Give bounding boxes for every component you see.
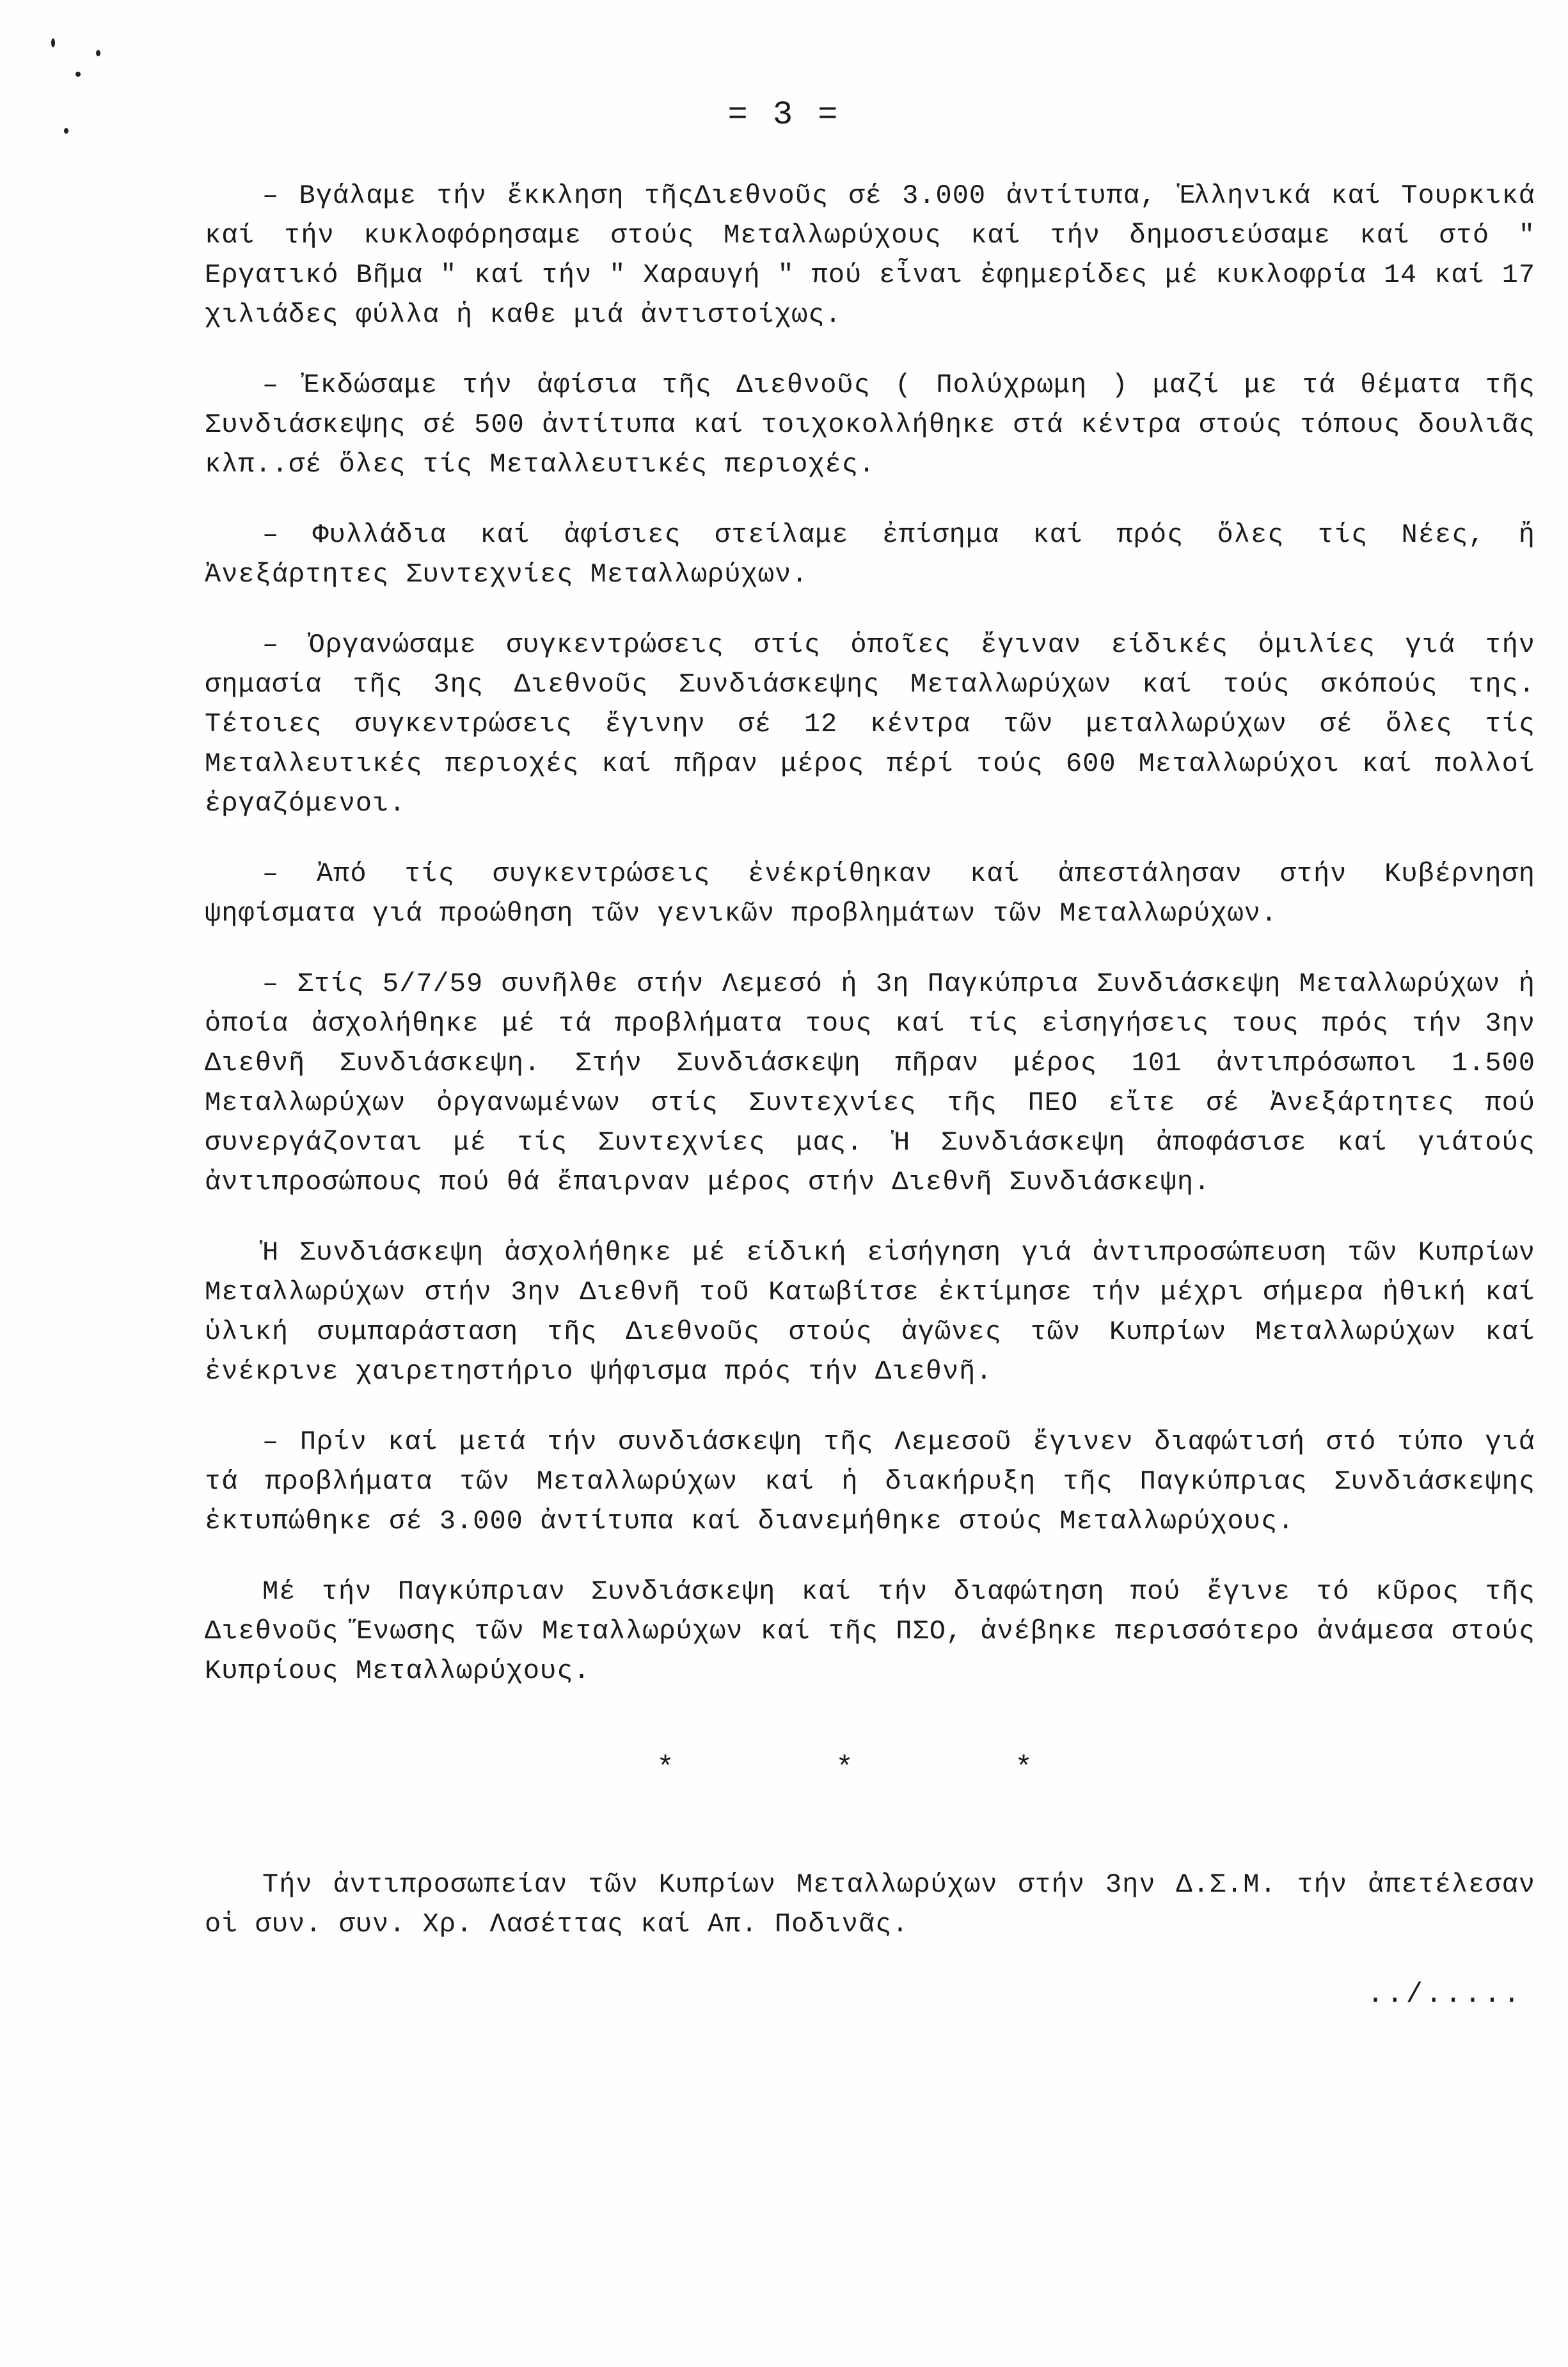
paragraph: – Ἀπό τίς συγκεντρώσεις ἐνέκρίθηκαν καί ἀπεστάλησαν στήν Κυβέρνηση ψηφίσματα γιά προώθηση τῶν γενικῶν προβλημάτων τῶν Μεταλλωρύχων. (205, 859, 1535, 929)
section-separator (205, 1748, 1535, 1788)
paragraph: – Ὀργανώσαμε συγκεντρώσεις στίς ὁποῖες ἔγιναν είδικές ὁμιλίες γιά τήν σημασία τῆς 3ης Διεθνοῦς Συνδιάσκεψης Μεταλλωρύχων καί τούς σκόπούς της. Τέτοιες συγκεντρώσεις ἔγινην σέ 12 κέντρα τῶν μεταλλωρύχων σέ ὅλες τίς Μεταλλευτικές περιοχές καί πῆραν μέρος πέρί τούς 600 Μεταλλωρύχοι καί πολλοί ἐργαζόμενοι. (205, 629, 1535, 819)
page-number: = 3 = (727, 96, 841, 134)
paragraph: – Πρίν καί μετά τήν συνδιάσκεψη τῆς Λεμεσοῦ ἔγινεν διαφώτισή στό τύπο γιά τά προβλήματα τῶν Μεταλλωρύχων καί ἡ διακήρυξη τῆς Παγκύπριας Συνδιάσκεψης ἐκτυπώθηκε σέ 3.000 ἀντίτυπα καί διανεμήθηκε στούς Μεταλλωρύχους. (205, 1427, 1535, 1537)
scan-speck (51, 38, 55, 47)
paragraph: – Βγάλαμε τήν ἔκκληση τῆςΔιεθνοῦς σέ 3.000 ἀντίτυπα, Ἑλληνικά καί Τουρκικά καί τήν κυκλοφόρησαμε στούς Μεταλλωρύχους καί τήν δημοσιεύσαμε καί στό " Εργατικό Βῆμα " καί τήν " Χαραυγή " πού εἶναι ἐφημερίδες μέ κυκλοφρία 14 καί 17 χιλιάδες φύλλα ἡ καθε μιά ἀντιστοίχως. (205, 180, 1535, 330)
paragraph: – Φυλλάδια καί ἀφίσιες στείλαμε ἐπίσημα καί πρός ὅλες τίς Νέες, ἤ Ἀνεξάρτητες Συντεχνίες Μεταλλωρύχων. (205, 519, 1535, 590)
continuation-marker: ../..... (1366, 1979, 1523, 2011)
paragraph: – Στίς 5/7/59 συνῆλθε στήν Λεμεσό ἡ 3η Παγκύπρια Συνδιάσκεψη Μεταλλωρύχων ἡ ὁποία ἀσχολήθηκε μέ τά προβλήματα τους καί τίς εἰσηγήσεις τους πρός τήν 3ην Διεθνῆ Συνδιάσκεψη. Στήν Συνδιάσκεψη πῆραν μέρος 101 ἀντιπρόσωποι 1.500 Μεταλλωρύχων ὀργανωμένων στίς Συντεχνίες τῆς ΠΕΟ εἴτε σέ Ἀνεξάρτητες πού συνεργάζονται μέ τίς Συντεχνίες μας. Ἡ Συνδιάσκεψη ἀποφάσισε καί γιάτούς ἀντιπροσώπους πού θά ἔπαιρναν μέρος στήν Διεθνῆ Συνδιάσκεψη. (205, 969, 1535, 1198)
separator-star: * (656, 1752, 674, 1785)
paragraph: Μέ τήν Παγκύπριαν Συνδιάσκεψη καί τήν διαφώτηση πού ἔγινε τό κῦρος τῆς Διεθνοῦς Ἕνωσης τῶν Μεταλλωρύχων καί τῆς ΠΣΟ, ἀνέβηκε περισσότερο ἀνάμεσα στούς Κυπρίους Μεταλλωρύχους. (205, 1576, 1535, 1686)
paragraph: – Ἐκδώσαμε τήν ἀφίσια τῆς Διεθνοῦς ( Πολύχρωμη ) μαζί με τά θέματα τῆς Συνδιάσκεψης σέ 500 ἀντίτυπα καί τοιχοκολλήθηκε στά κέντρα στούς τόπους δουλιᾶς κλπ..σέ ὅλες τίς Μεταλλευτικές περιοχές. (205, 370, 1535, 480)
scan-speck (75, 72, 81, 77)
scan-speck (96, 50, 100, 56)
separator-star: * (1015, 1752, 1033, 1785)
paragraph: Ἡ Συνδιάσκεψη ἀσχολήθηκε μέ είδική εἰσήγηση γιά ἀντιπροσώπευση τῶν Κυπρίων Μεταλλωρύχων στήν 3ην Διεθνῆ τοῦ Κατωβίτσε ἐκτίμησε τήν μέχρι σήμερα ἠθική καί ὑλική συμπαράσταση τῆς Διεθνοῦς στούς ἀγῶνες τῶν Κυπρίων Μεταλλωρύχων καί ἐνέκρινε χαιρετηστήριο ψήφισμα πρός τήν Διεθνῆ. (205, 1237, 1535, 1387)
separator-star: * (835, 1752, 853, 1785)
closing-paragraph: Τήν ἀντιπροσωπείαν τῶν Κυπρίων Μεταλλωρύχων στήν 3ην Δ.Σ.Μ. τήν ἀπετέλεσαν οἱ συν. συν. Χρ. Λασέττας καί Απ. Ποδινᾶς. (205, 1869, 1535, 1940)
document-body (205, 176, 1535, 2015)
